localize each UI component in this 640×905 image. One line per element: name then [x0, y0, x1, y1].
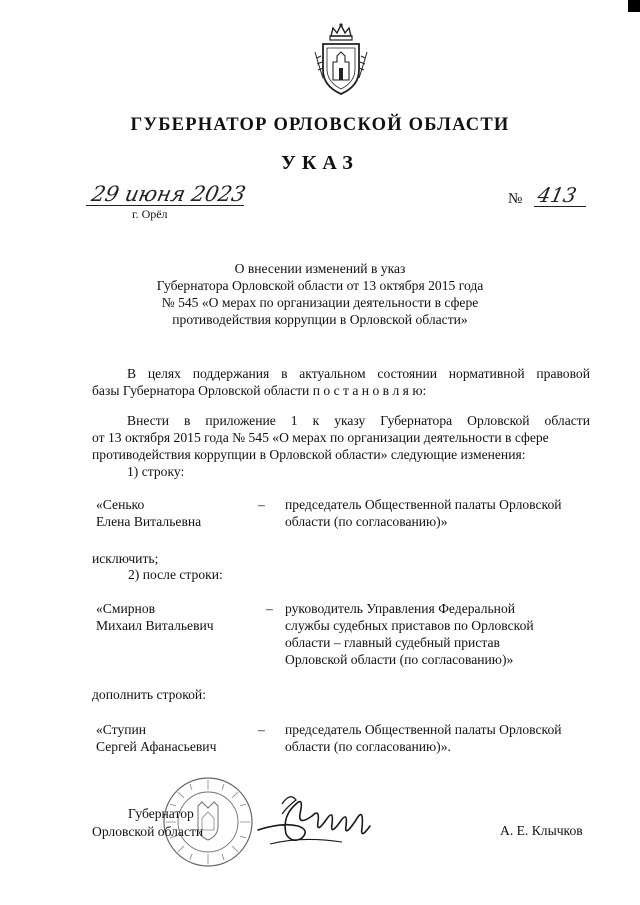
item-2-label: 2) после строки:: [128, 567, 223, 582]
main-line: от 13 октября 2015 года № 545 «О мерах по организации деятельности в сфере: [92, 430, 549, 445]
issue-city: г. Орёл: [132, 207, 168, 221]
subject-line: № 545 «О мерах по организации деятельности в сфере: [161, 295, 479, 310]
entry-smirnov-name: «Смирнов Михаил Витальевич: [96, 601, 214, 633]
item-1-label: 1) строку:: [127, 464, 185, 479]
scan-corner-mark: [628, 0, 640, 12]
main-line: Внести в приложение 1 к указу Губернатора Орловской области: [127, 413, 590, 428]
decree-date: 29 июня 2023: [89, 182, 248, 206]
document-type: УКАЗ: [281, 152, 359, 174]
subject-line: О внесении изменений в указ: [234, 261, 406, 276]
entry-stupin-name: «Ступин Сергей Афанасьевич: [96, 722, 217, 754]
exclude-instruction: исключить;: [92, 551, 159, 566]
preamble-line: базы Губернатора Орловской области п о с т а н о в л я ю:: [92, 383, 427, 398]
add-instruction: дополнить строкой:: [92, 687, 206, 702]
entry-senko-name: «Сенько Елена Витальевна: [96, 497, 202, 529]
entry-stupin-description: председатель Общественной палаты Орловской области (по согласованию)».: [285, 722, 562, 754]
number-underline: [534, 206, 586, 207]
handwritten-signature: [252, 786, 380, 852]
issuer-title: ГУБЕРНАТОР ОРЛОВСКОЙ ОБЛАСТИ: [130, 115, 510, 135]
entry-dash: –: [258, 722, 265, 737]
coat-of-arms-icon: [313, 22, 369, 98]
entry-dash: –: [266, 601, 273, 616]
decree-subject: [0, 260, 640, 328]
number-sign: №: [508, 191, 523, 207]
preamble-line: В целях поддержания в актуальном состоянии нормативной правовой: [127, 366, 590, 381]
subject-line: Губернатора Орловской области от 13 октября 2015 года: [156, 278, 484, 293]
main-paragraph: [92, 412, 590, 463]
main-line: противодействия коррупции в Орловской области» следующие изменения:: [92, 447, 526, 462]
entry-smirnov-description: руководитель Управления Федеральной службы судебных приставов по Орловской области – главный судебный пристав Орловской области (по согласованию)»: [285, 601, 534, 667]
preamble-paragraph: [92, 365, 590, 399]
entry-senko-description: председатель Общественной палаты Орловской области (по согласованию)»: [285, 497, 562, 529]
date-underline: [86, 205, 244, 206]
entry-dash: –: [258, 497, 265, 512]
subject-line: противодействия коррупции в Орловской области»: [172, 312, 468, 327]
signer-name: А. Е. Клычков: [500, 823, 583, 838]
decree-number: 413: [535, 183, 579, 207]
signer-position: Губернатор Орловской области: [92, 806, 204, 839]
